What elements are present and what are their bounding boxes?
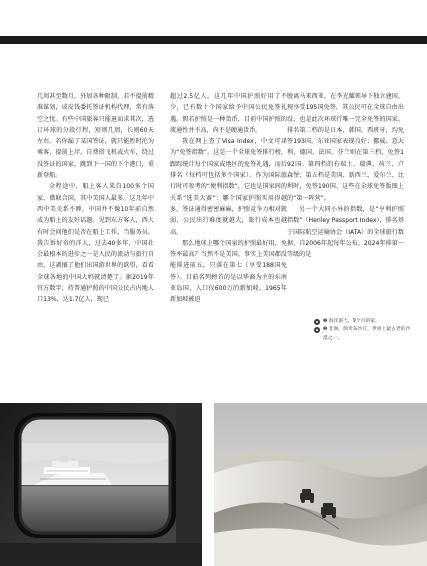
top-rule-bar [0, 36, 427, 44]
text-column-3 [287, 91, 404, 260]
caption-item [314, 318, 414, 326]
paragraph: 几周甚至数月，外加各种限制，若不提前精准谋划，成皮钱委托签证机构代理，常有落空之忧。有些中国旅客只能退而求其次，选订环球的分段行程，短则几周，长则60天左右。若你漏了某国签证，就只能暂时沦为乘客，提前上岸，自费搭飞机或火车，绕过没签证的国家，跳到下一国的下个港口，重新登船。 [37, 93, 154, 180]
paragraph: 超过2.5亿人。这几年中国护照好用了不少，已有数十个国家给予中国公民免签礼遇。假若护照是一种货币，目前中国护照的流通性并不高，尚不是硬通货币。 [170, 93, 287, 134]
paragraph: 那么地球上哪个国家的护照最好用，免签率最高？当然不是美国。事实上美国都没能排进前五，只落在第七（享受188国免签）。目前名列榜首的是以华裔为主的东南亚岛国，人口仅600万的新加坡。1965年新加坡被迫 [170, 239, 287, 304]
bullet-circle-icon [314, 327, 320, 333]
paragraph: 脱离马来西亚，在李光耀领导下独立建国，现享受195国免签，其公民可在全球自由出没，也是此次环球行唯一完全免签的国家。排名第二档的是日本、韩国、西班牙，均免签193国。东亚国家表现良好；挪威、意大利、德国、法国、芬兰则在第三档，免签192国。第四档的有瑞士、瑞典、荷兰、卢森堡；第五档是美国、新西兰、爱尔兰、比利时，免签190国。这些在全球免签版图上的“第一阵营”。 [287, 93, 404, 202]
paragraph: 我在网上查了Visa Index，中文可译为“免签指数”。这是一个全球免签排行榜，跟踪统计每个国家或地区的免签礼遇，而后排名（每档可包括多个国家）。作为国际旅行时可参考的“便利指数”，它也是国家间的关系“选美大赛”：哪个国家护照实用得越多，签证通得密密麻麻，护照竞争力相对就弱，公民出行难度就越大，旅行成本也越高。 [170, 138, 287, 236]
caption-text: ❶ 海洋游弋，9个月的家。 [323, 319, 380, 324]
text-column-2 [170, 91, 287, 306]
bullet-circle-icon [314, 319, 320, 325]
text-column-1 [37, 91, 154, 306]
paragraph: 另一个大同小异的指数，是“亨利护照指数”（Henley Passport Index），排名基于国际航空运输协会（IATA）的全球旅行数据，自2006年起每年公布。2024年排第一等级的是 [287, 205, 404, 259]
photo-captions [314, 318, 414, 343]
caption-text: ❷ 非洲。纳米布沙丘，世界上最古老的沙漠之一。 [323, 327, 411, 341]
desert-dunes-photo [214, 403, 427, 566]
paragraph: 全程途中，船上客人来自100多个国家，微联合国。其中美国人最多。这几年中西中美关系不睦，中国并不像10年前自然成为船上的友好话题。见到东方客人，西人有时会问他们是否在船上工作，当服务员。我告诉好奇的洋人，过去40多年，中国社会最根本的进步之一是人民的流动与旅行自由，这剥攘了他们出国游世界的欲望，看看全球各地的中国大妈就清楚了。据2019年官方数字，持普通护照的中国公民占内地人口13%，达1.7亿人，现已 [37, 183, 154, 304]
caption-item [314, 326, 414, 343]
cruise-ship-porthole-photo [0, 403, 202, 566]
